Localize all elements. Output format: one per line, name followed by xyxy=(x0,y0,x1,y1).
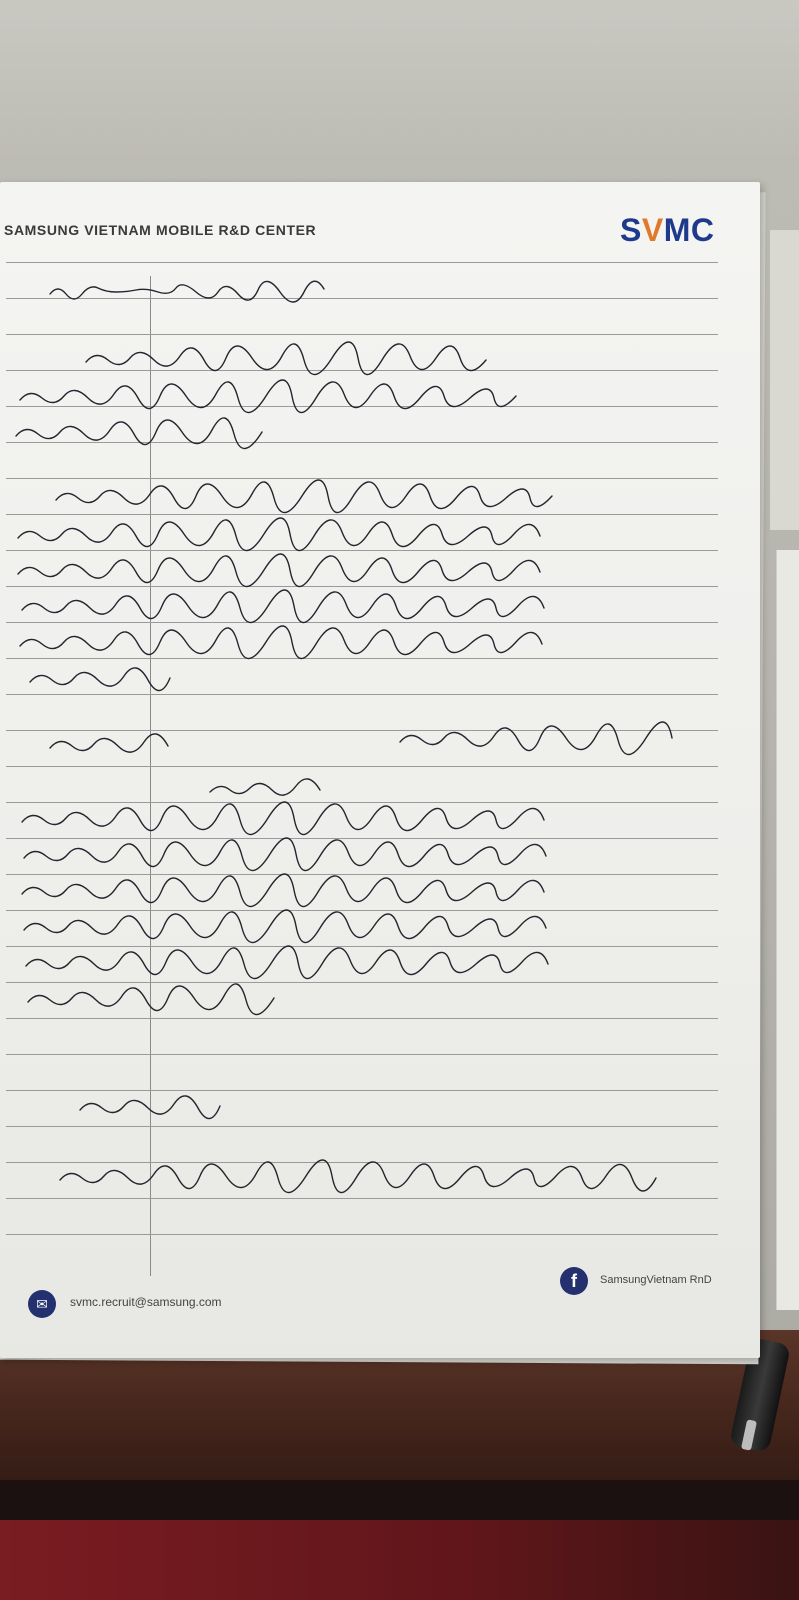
handwriting-stroke xyxy=(56,480,552,513)
handwriting-stroke xyxy=(18,554,540,587)
red-cloth xyxy=(0,1520,799,1600)
page-header-title: SAMSUNG VIETNAM MOBILE R&D CENTER xyxy=(4,222,317,238)
handwriting-stroke xyxy=(22,590,544,623)
handwritten-text xyxy=(0,182,760,1242)
handwriting-stroke xyxy=(50,722,672,755)
logo-letter-s: S xyxy=(620,212,642,248)
handwriting-stroke xyxy=(16,418,262,449)
handwriting-stroke xyxy=(28,984,274,1015)
background-paper-top xyxy=(770,230,799,530)
handwriting-stroke xyxy=(24,910,546,943)
footer-email: svmc.recruit@samsung.com xyxy=(70,1295,222,1309)
logo-mark: V xyxy=(641,212,664,248)
handwriting-stroke xyxy=(60,1160,656,1193)
handwriting-stroke xyxy=(24,838,546,871)
handwriting-stroke xyxy=(86,342,486,375)
handwriting-stroke xyxy=(20,626,542,659)
handwriting-stroke xyxy=(22,802,544,835)
mail-icon: ✉ xyxy=(28,1290,56,1318)
handwriting-stroke xyxy=(22,874,544,907)
handwriting-stroke xyxy=(18,518,540,551)
logo-letters-mc: MC xyxy=(663,212,715,248)
handwriting-stroke xyxy=(50,281,324,302)
handwriting-stroke xyxy=(26,946,548,979)
handwriting-stroke xyxy=(80,1096,220,1119)
handwriting-stroke xyxy=(30,668,170,691)
footer-facebook: SamsungVietnam RnD xyxy=(600,1274,712,1286)
notebook-page xyxy=(0,182,760,1358)
handwriting-stroke xyxy=(20,380,516,413)
facebook-icon: f xyxy=(560,1267,588,1295)
handwriting-stroke xyxy=(210,779,320,795)
background-paper-right xyxy=(776,550,799,1310)
